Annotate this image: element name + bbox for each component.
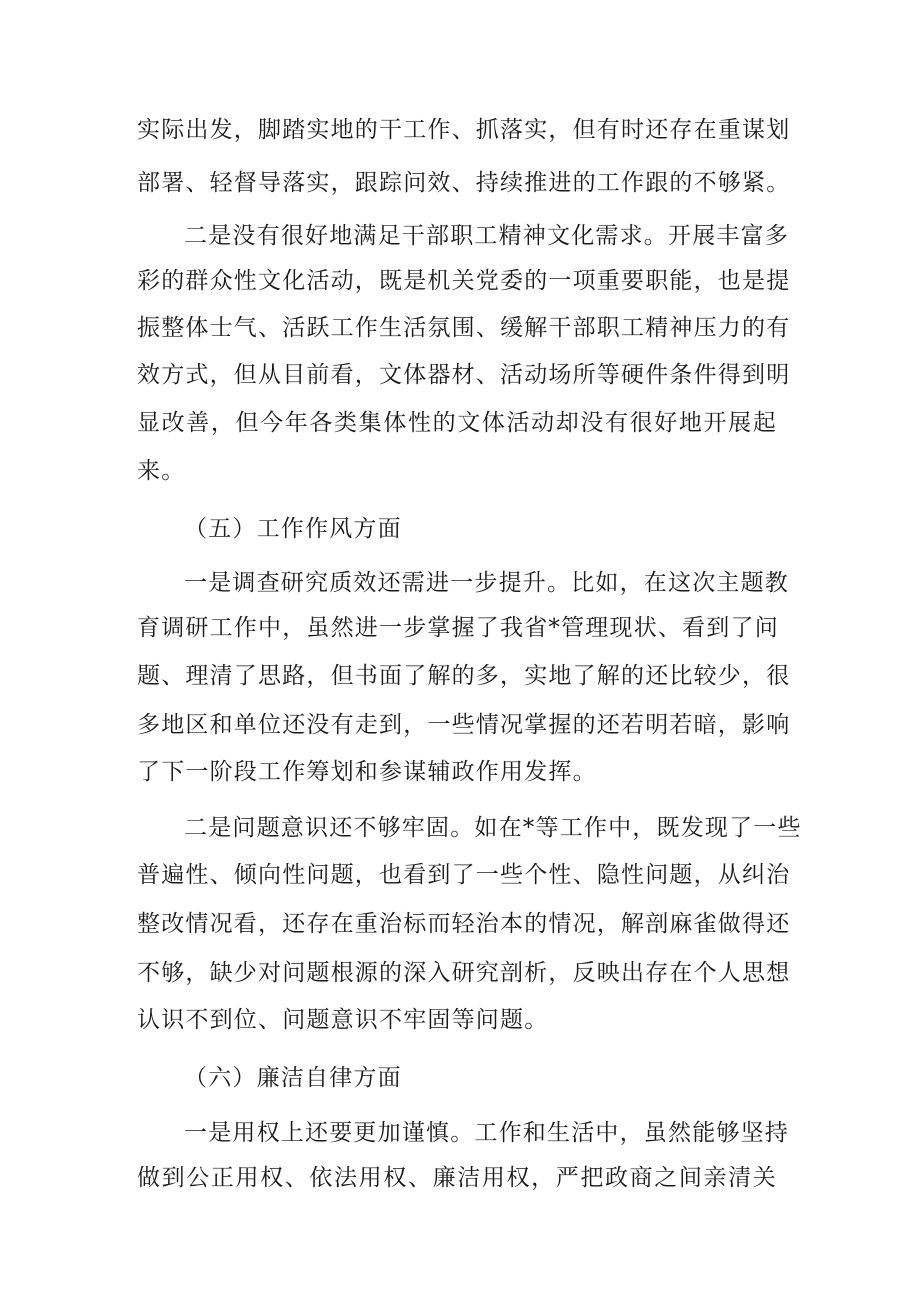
body-text-line: 做到公正用权、依法用权、廉洁用权，严把政商之间亲清关 [137,1165,777,1191]
paragraph-first-line: 一是调查研究质效还需进一步提升。比如，在这次主题教 [184,570,789,596]
body-text-line: 认识不到位、问题意识不牢固等问题。 [137,1007,549,1033]
body-text-line: 普遍性、倾向性问题，也看到了一些个性、隐性问题，从纠治 [137,862,791,888]
body-text-line: 彩的群众性文化活动，既是机关党委的一项重要职能，也是提 [137,268,791,294]
body-text-line: 育调研工作中，虽然进一步掌握了我省*管理现状、看到了问 [137,615,779,641]
body-text-line: 不够，缺少对问题根源的深入研究剖析，反映出存在个人思想 [137,960,791,986]
body-text-line: 题、理清了思路，但书面了解的多，实地了解的还比较少，很 [137,663,791,689]
body-text-line: 来。 [137,458,186,484]
paragraph-first-line: 二是没有很好地满足干部职工精神文化需求。开展丰富多 [184,223,789,249]
body-text-line: 了下一阶段工作筹划和参谋辅政作用发挥。 [137,759,597,785]
body-text-line: 整改情况看，还存在重治标而轻治本的情况，解剖麻雀做得还 [137,911,791,937]
body-text-line: 显改善，但今年各类集体性的文体活动却没有很好地开展起 [137,410,777,436]
body-text-line: 效方式，但从目前看，文体器材、活动场所等硬件条件得到明 [137,362,791,388]
paragraph-first-line: 二是问题意识还不够牢固。如在*等工作中，既发现了一些 [184,815,802,841]
section-heading: （六）廉洁自律方面 [184,1065,402,1091]
body-text-line: 部署、轻督导落实，跟踪问效、持续推进的工作跟的不够紧。 [137,170,791,196]
body-text-line: 振整体士气、活跃工作生活氛围、缓解干部职工精神压力的有 [137,315,791,341]
body-text-line: 多地区和单位还没有走到，一些情况掌握的还若明若暗，影响 [137,712,791,738]
section-heading: （五）工作作风方面 [184,516,402,542]
paragraph-first-line: 一是用权上还要更加谨慎。工作和生活中，虽然能够坚持 [184,1120,789,1146]
body-text-line: 实际出发，脚踏实地的干工作、抓落实，但有时还存在重谋划 [137,117,791,143]
